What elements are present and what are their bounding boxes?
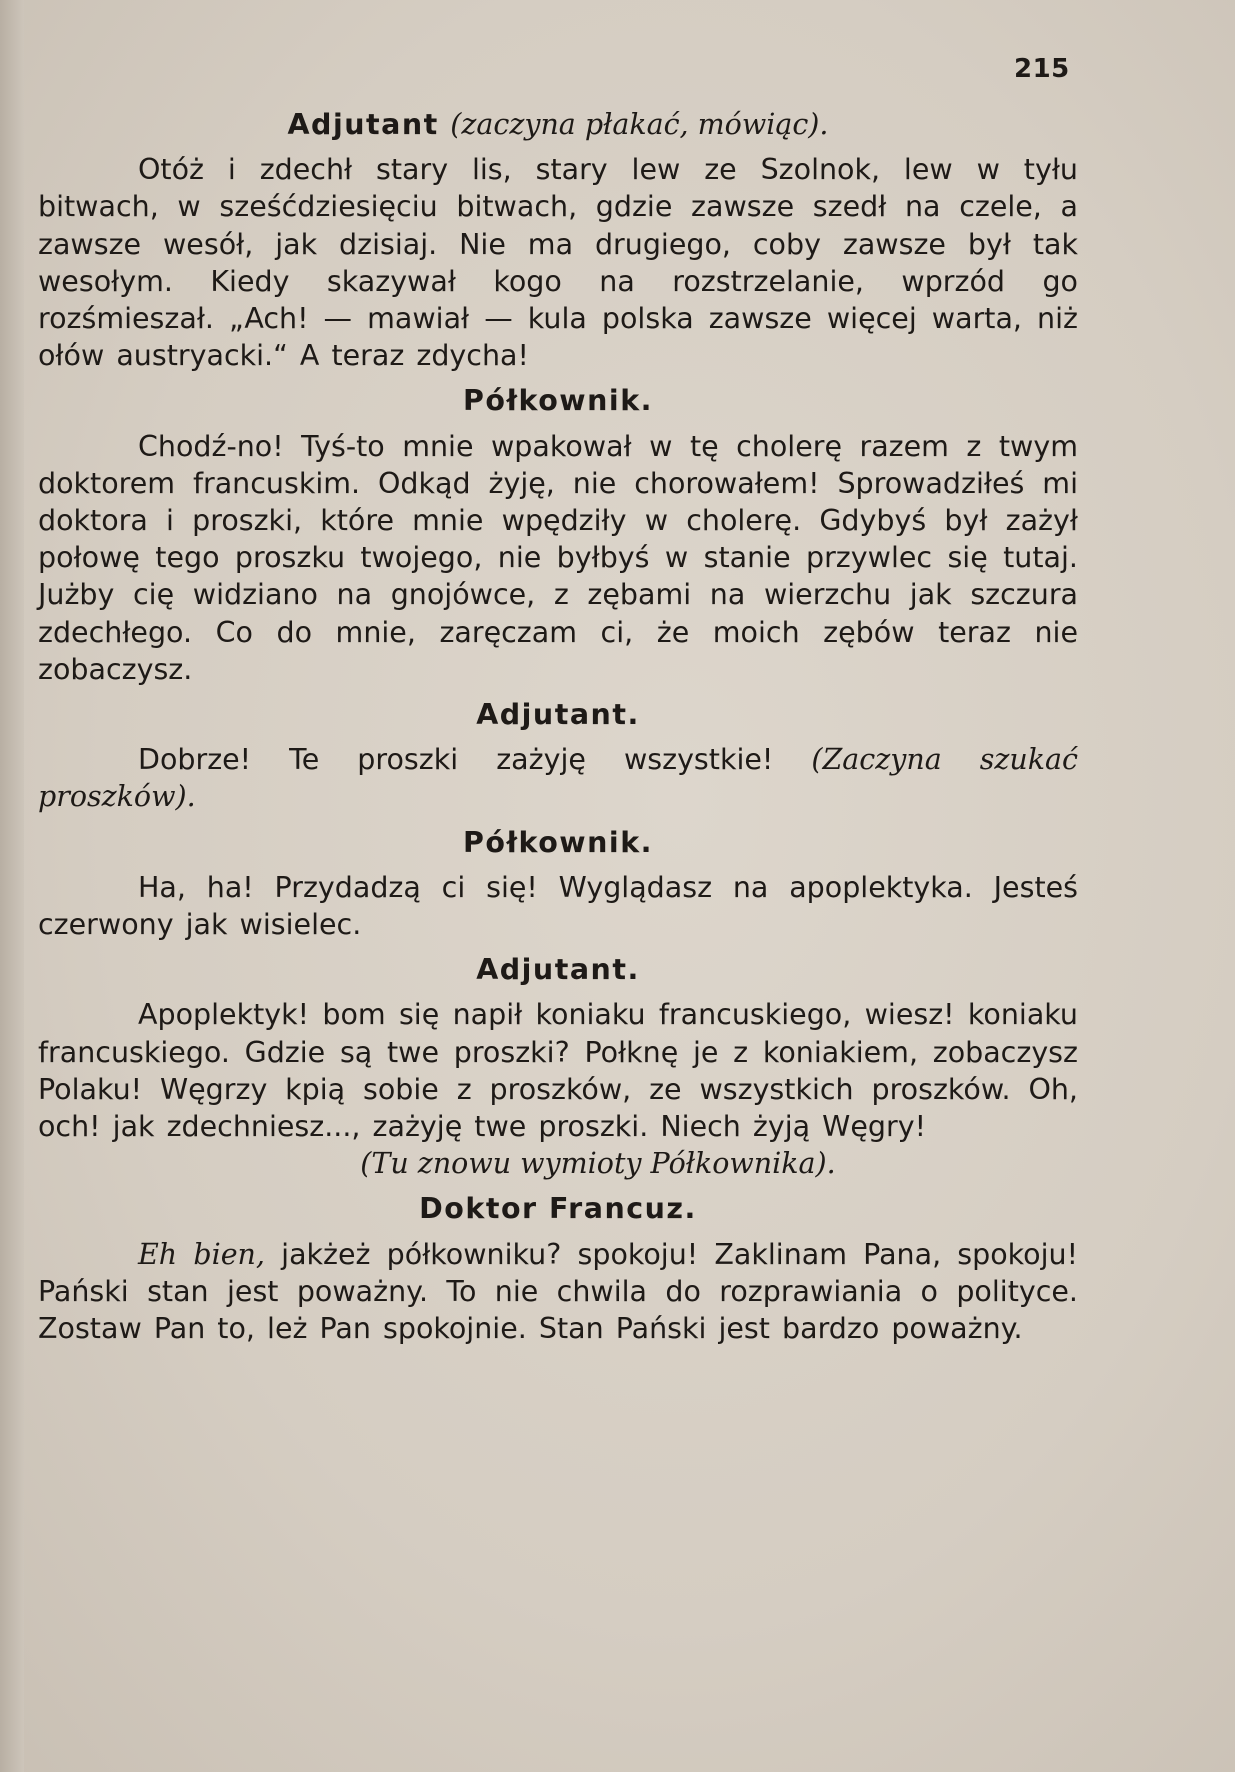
dialogue-paragraph: Ha, ha! Przydadzą ci się! Wyglądasz na apoplektyka. Jesteś czerwony jak wisielec. (38, 870, 1078, 942)
speaker-heading (38, 696, 1078, 733)
speaker-name: Półkownik. (463, 384, 653, 418)
speaker-heading (38, 382, 1078, 419)
dialogue-text: jakżeż półkowniku? spokoju! Zaklinam Pana, spokoju! Pański stan jest poważny. To nie chwila do rozprawiania o polityce. Zostaw Pan to, leż Pan spokojnie. Stan Pański jest bardzo poważny. (38, 1237, 1079, 1346)
speaker-name: Adjutant. (476, 953, 640, 987)
dialogue-paragraph: Chodź-no! Tyś-to mnie wpakował w tę cholerę razem z twym doktorem francuskim. Odkąd żyję, nie chorowałem! Sprowadziłeś mi doktora i proszki, które mnie wpędziły w cholerę. Gdybyś był zażył połowę tego proszku twojego, nie byłbyś w stanie przywlec się tutaj. Jużby cię widziano na gnojówce, z zębami na wierzchu jak szczura zdechłego. Co do mnie, zaręczam ci, że moich zębów teraz nie zobaczysz. (38, 429, 1078, 686)
stage-direction: (Zaczyna szukać proszków). (38, 743, 1078, 814)
dialogue-text: Dobrze! Te proszki zażyję wszystkie! (138, 743, 774, 777)
speaker-name: Adjutant (287, 108, 439, 141)
book-gutter (0, 0, 24, 1772)
dialogue-paragraph: Otóż i zdechł stary lis, stary lew ze Szolnok, lew w tyłu bitwach, w sześćdziesięciu bitwach, gdzie zawsze szedł na czele, a zawsze wesół, jak dzisiaj. Nie ma drugiego, coby zawsze był tak wesołym. Kiedy skazywał kogo na rozstrzelanie, wprzód go rozśmieszał. „Ach! — mawiał — kula polska zawsze więcej warta, niż ołów austryacki.“ A teraz zdycha! (38, 153, 1078, 373)
speaker-heading (38, 1190, 1078, 1227)
dialogue-paragraph (38, 1236, 1078, 1348)
stage-direction: (zaczyna płakać, mówiąc). (450, 108, 829, 141)
speaker-name: Adjutant. (476, 698, 640, 732)
speaker-heading (38, 951, 1078, 988)
dialogue-paragraph (38, 741, 1078, 815)
french-phrase: Eh bien, (138, 1237, 265, 1271)
stage-direction-line: (Tu znowu wymioty Półkownika). (360, 1147, 836, 1181)
speaker-name: Półkownik. (463, 825, 653, 859)
page-number: 215 (1014, 54, 1070, 84)
speaker-name: Doktor Francuz. (419, 1192, 697, 1226)
dialogue-paragraph: Apoplektyk! bom się napił koniaku francuskiego, wiesz! koniaku francuskiego. Gdzie są twe proszki? Połknę je z koniakiem, zobaczysz Polaku! Węgrzy kpią sobie z proszków, ze wszystkich proszków. Oh, och! jak zdechniesz..., zażyję twe proszki. Niech żyją Węgry! (38, 998, 1078, 1144)
speaker-heading (38, 106, 1078, 143)
page-text (38, 98, 1078, 1347)
speaker-heading (38, 824, 1078, 861)
